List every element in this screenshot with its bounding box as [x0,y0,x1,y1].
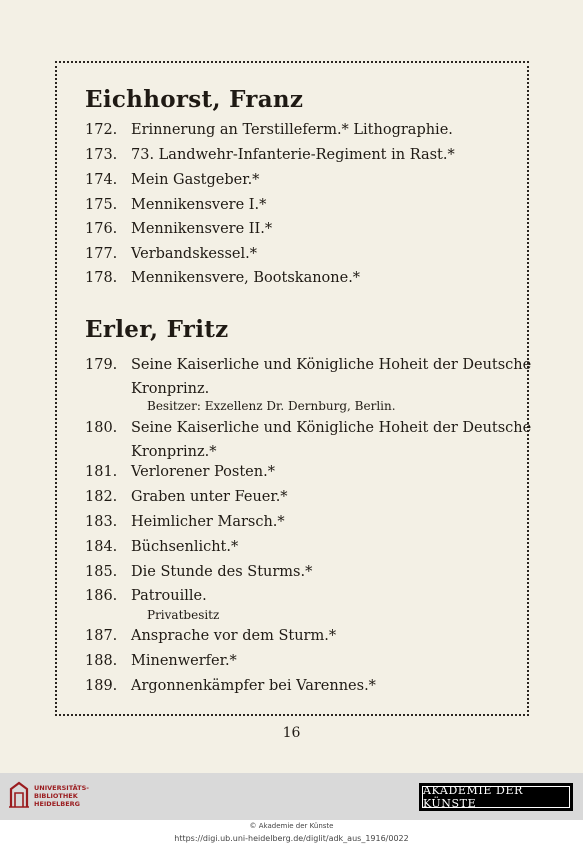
viewer-footer [0,773,583,847]
entry-title: Mennikensvere I.* [131,197,267,213]
artist-heading: Erler, Fritz [85,316,229,343]
entry-number: 173. [85,147,118,163]
entry-title: 73. Landwehr-Infanterie-Regiment in Rast.* [131,147,455,163]
entry-title: Verbandskessel.* [131,246,257,262]
entry-number: 184. [85,539,118,555]
artist-heading: Eichhorst, Franz [85,86,304,113]
entry-title: Mein Gastgeber.* [131,172,260,188]
entry-number: 182. [85,489,118,505]
entry-number: 175. [85,197,118,213]
entry-number: 174. [85,172,118,188]
entry-title: Seine Kaiserliche und Königliche Hoheit der Deutsche [131,357,532,373]
entry-number: 183. [85,514,118,530]
entry-number: 189. [85,678,118,694]
entry-title: Minenwerfer.* [131,653,237,669]
copyright-notice: © Akademie der Künste [249,822,334,830]
entry-title: Mennikensvere, Bootskanone.* [131,270,361,286]
entry-number: 176. [85,221,118,237]
university-library-logo-text[interactable] [34,784,89,808]
entry-number: 181. [85,464,118,480]
entry-title-continued: Kronprinz. [131,381,210,397]
entry-title: Mennikensvere II.* [131,221,273,237]
page-number: 16 [282,725,301,741]
entry-title: Verlorener Posten.* [131,464,275,480]
entry-title: Heimlicher Marsch.* [131,514,285,530]
logo-line: UNIVERSITÄTS- [34,784,89,792]
entry-title: Graben unter Feuer.* [131,489,288,505]
permalink-url[interactable]: https://digi.ub.uni-heidelberg.de/diglit/adk_aus_1916/0022 [174,834,409,843]
entry-number: 180. [85,420,118,436]
akademie-badge[interactable] [419,783,573,811]
entry-owner-note: Privatbesitz [147,608,220,622]
entry-title: Die Stunde des Sturms.* [131,564,313,580]
entry-number: 177. [85,246,118,262]
entry-title: Büchsenlicht.* [131,539,239,555]
entry-title: Patrouille. [131,588,207,604]
entry-number: 179. [85,357,118,373]
akademie-badge-label: AKADEMIE DER KÜNSTE [422,786,570,808]
entry-number: 188. [85,653,118,669]
logo-line: HEIDELBERG [34,800,81,808]
university-library-logo-icon[interactable] [8,781,30,809]
entry-title: Seine Kaiserliche und Königliche Hoheit der Deutsche [131,420,532,436]
entry-title: Argonnenkämpfer bei Varennes.* [131,678,376,694]
entry-title: Ansprache vor dem Sturm.* [131,628,337,644]
logo-line: BIBLIOTHEK [34,792,78,800]
entry-number: 186. [85,588,118,604]
entry-title-continued: Kronprinz.* [131,444,217,460]
entry-title: Erinnerung an Terstilleferm.* Lithographie. [131,122,453,138]
entry-number: 185. [85,564,118,580]
entry-number: 178. [85,270,118,286]
entry-number: 172. [85,122,118,138]
entry-number: 187. [85,628,118,644]
entry-owner-note: Besitzer: Exzellenz Dr. Dernburg, Berlin. [147,399,396,413]
